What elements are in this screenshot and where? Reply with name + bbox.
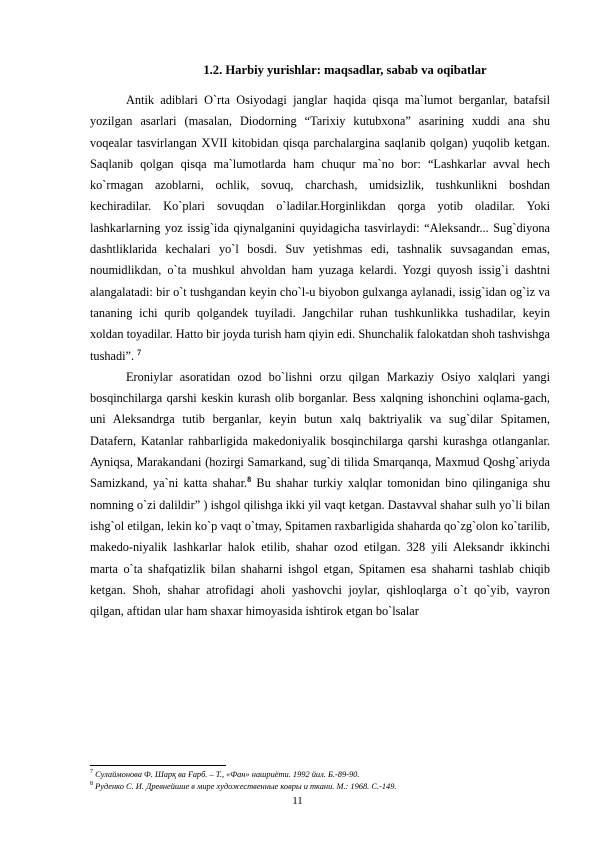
- paragraph-2-after: Bu shahar turkiy xalqlar tomonidan bino qilinganiga shu nomning o`zi dalildir” ) ishgol qilishga ikki yil vaqt ketgan. Dastavval shahar sulh yo`li bilan ishg`ol etilgan, lekin ko`p vaqt o`tmay, Spitamen raxbarligida shaharda qo`zg`olon ko`tarilib, makedo-niyalik lashkarlar halok etilib, shahar ozod etilgan. 328 yili Aleksandr ikkinchi marta o`ta shafqatizlik bilan shaharni ishgol etgan, Spitamen esa shaharni tashlab chiqib ketgan. Shoh, shahar atrofidagi aholi yashovchi joylar, qishloqlarga o`t qo`yib, vayron qilgan, aftidan ular ham shaxar himoyasida ishtirok etgan bo`lsalar: [90, 476, 551, 619]
- paragraph-2-text: Eroniylar asoratidan ozod bo`lishni orzu qilgan Markaziy Osiyo xalqlari yangi bosqinchilarga qarshi keskin kurash olib borganlar. Bess xalqning ishonchini oqlama-gach, uni Aleksandrga tutib berganlar, keyin butun xalq baktriyalik va sug`dilar Spitamen, Datafern, Katanlar rahbarligida makedoniyalik bosqinchilarga qarshi kurashga otlanganlar. Ayniqsa, Marakandani (hozirgi Samarkand, sug`di tilida Smarqanqa, Maxmud Qoshg`ariyda Samizkand, ya`ni katta shahar.: [90, 369, 550, 491]
- section-heading: 1.2. Harbiy yurishlar: maqsadlar, sabab va oqibatlar: [203, 63, 487, 77]
- footnote-number: 8: [90, 781, 93, 788]
- footnote-item: [90, 769, 550, 781]
- paragraph-1-text: Antik adiblari O`rta Osiyodagi janglar haqida qisqa ma`lumot berganlar, batafsil yozilgan asarlari (masalan, Diodorning “Tarixiy kutubxona” asarining xuddi ana shu voqealar tasvirlangan XVII kitobidan qisqa parchalargina saqlanib qolgan) yuqolib ketgan. Saqlanib qolgan qisqa ma`lumotlarda ham chuqur ma`no bor: “Lashkarlar avval hech ko`rmagan azoblarni, ochlik, sovuq, charchash, umidsizlik, tushkunlikni boshdan kechiradilar. Ko`plari sovuqdan o`ladilar.Horginlikdan qorga yotib oladilar. Yoki lashkarlarning yoz issig`ida qiynalganini quyidagicha tasvirlaydi: “Aleksandr... Sug`diyona dashtliklarida kechalari yo`l bosdi. Suv yetishmas edi, tashnalik suvsagandan emas, noumidlikdan, o`ta mushkul ahvoldan ham yuzaga kelardi. Yozgi quyosh issig`i dashtni alangalatadi: bir o`t tushgandan keyin cho`l-u biyobon gulxanga aylanadi, issig`idan og`iz va tananing ichi qurib qolgandek tuyiladi. Jangchilar ruhan tushkunlikka tushadilar, keyin xoldan toyadilar. Hatto bir joyda turish ham qiyin edi. Shunchalik falokatdan shoh tashvishga tushadi”.: [90, 93, 550, 363]
- footnote-text: Руденко С. И. Древнейшие в мире художественные ковры и ткани. М.: 1968. С.-149.: [93, 782, 397, 791]
- footnotes: [90, 769, 550, 793]
- footnote-text: Сулаймонова Ф. Шарқ ва Ғарб. – Т., «Фан» нашриёти. 1992 йил. Б.-89-90.: [93, 770, 360, 779]
- paragraph-1: [90, 90, 550, 367]
- footnote-ref-8[interactable]: 8: [247, 475, 252, 485]
- body-text: [90, 90, 550, 622]
- footnote-number: 7: [90, 769, 93, 776]
- footnote-separator: [90, 765, 226, 766]
- paragraph-2: [90, 367, 550, 623]
- page-number: 11: [292, 795, 303, 807]
- footnote-ref-7[interactable]: 7: [137, 347, 142, 357]
- footnote-item: [90, 781, 550, 793]
